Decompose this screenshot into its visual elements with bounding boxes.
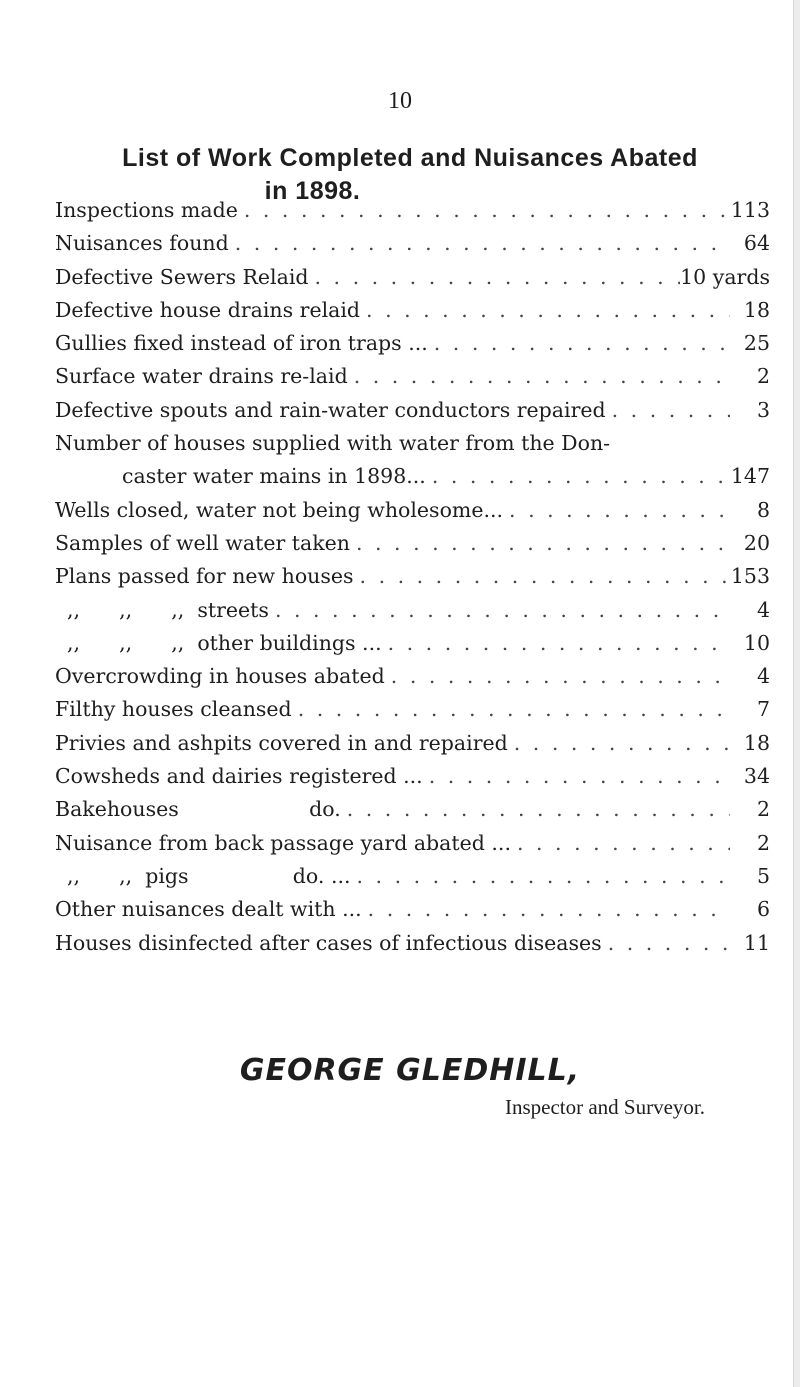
leader-dots <box>351 864 731 888</box>
item-label: Cowsheds and dairies registered ... <box>55 764 423 789</box>
leader-dots <box>269 598 730 622</box>
heading-line-2: in 1898. <box>264 177 361 205</box>
ditto-marks: ,, ,, ,, <box>67 597 185 622</box>
page-edge <box>793 0 800 1387</box>
leader-dots <box>341 797 730 821</box>
leader-dots <box>360 298 730 322</box>
item-label <box>55 598 269 622</box>
item-label: Other nuisances dealt with ... <box>55 897 362 922</box>
ditto-marks: ,, ,, <box>67 863 133 888</box>
leader-dots <box>362 897 730 921</box>
item-label: Overcrowding in houses abated <box>55 664 385 689</box>
item-label: Privies and ashpits covered in and repaired <box>55 730 508 755</box>
item-value: 18 <box>743 297 770 322</box>
item-label: Inspections made <box>55 198 238 222</box>
list-item <box>55 564 770 597</box>
leader-dots <box>229 231 730 255</box>
item-value: 8 <box>756 497 770 522</box>
list-item <box>55 431 770 464</box>
item-value: 11 <box>743 930 770 955</box>
signature-name: GEORGE GLEDHILL, <box>239 1053 581 1088</box>
leader-dots <box>511 831 730 855</box>
item-value: 20 <box>743 530 770 555</box>
list-item <box>55 598 770 631</box>
list-item <box>55 231 770 264</box>
item-value: 5 <box>756 863 770 888</box>
leader-dots <box>508 731 730 755</box>
leader-dots <box>606 398 730 422</box>
leader-dots <box>428 331 730 355</box>
list-item <box>55 897 770 930</box>
item-label: Samples of well water taken <box>55 530 350 555</box>
item-value: 3 <box>756 397 770 422</box>
item-value: 64 <box>743 231 770 256</box>
item-label: Number of houses supplied with water from the Don- <box>55 431 611 456</box>
ditto-marks: ,, ,, ,, <box>67 630 185 655</box>
work-list <box>55 198 770 964</box>
item-label: Nuisance from back passage yard abated ... <box>55 830 511 855</box>
list-item <box>55 664 770 697</box>
item-label: Defective Sewers Relaid <box>55 264 309 289</box>
signature-title: Inspector and Surveyor. <box>504 1095 705 1119</box>
item-label <box>55 864 351 888</box>
item-value: 25 <box>743 331 770 356</box>
item-value: 113 <box>730 198 770 222</box>
list-item <box>55 731 770 764</box>
list-item <box>55 864 770 897</box>
item-label: Plans passed for new houses <box>55 564 354 589</box>
leader-dots <box>423 764 730 788</box>
list-item <box>55 764 770 797</box>
heading-line-1: List of Work Completed and Nuisances Abated <box>122 144 698 172</box>
page-number: 10 <box>388 88 412 114</box>
list-item <box>55 298 770 331</box>
list-item <box>55 631 770 664</box>
list-item <box>55 364 770 397</box>
list-item <box>55 198 770 231</box>
item-value: 2 <box>756 364 770 389</box>
item-value: 147 <box>730 464 770 489</box>
leader-dots <box>503 498 730 522</box>
leader-dots <box>238 198 730 222</box>
item-value: 18 <box>743 730 770 755</box>
item-value: 6 <box>756 897 770 922</box>
list-item <box>55 797 770 830</box>
item-value: 4 <box>756 597 770 622</box>
item-label: Gullies fixed instead of iron traps ... <box>55 331 428 356</box>
item-label: caster water mains in 1898... <box>122 464 426 489</box>
leader-dots <box>348 364 730 388</box>
list-item <box>55 498 770 531</box>
item-label-text: other buildings ... <box>197 630 382 655</box>
leader-dots <box>382 631 730 655</box>
item-label: Defective spouts and rain-water conductors repaired <box>55 397 606 422</box>
item-label-text: streets <box>197 597 269 622</box>
leader-dots <box>602 931 730 955</box>
item-value: 10 <box>743 630 770 655</box>
item-label: Filthy houses cleansed <box>55 697 292 722</box>
item-label: Surface water drains re-laid <box>55 364 348 389</box>
item-value: 153 <box>730 564 770 589</box>
item-label: Bakehouses do. <box>55 797 341 822</box>
item-label: Defective house drains relaid <box>55 297 361 322</box>
list-item <box>55 331 770 364</box>
list-item <box>55 531 770 564</box>
leader-dots <box>309 265 681 289</box>
list-item <box>55 265 770 298</box>
item-value: 2 <box>756 797 770 822</box>
leader-dots <box>426 464 730 488</box>
leader-dots <box>350 531 730 555</box>
item-label: Nuisances found <box>55 231 229 256</box>
leader-dots <box>292 697 730 721</box>
list-item <box>55 697 770 730</box>
item-value: 10 yards <box>680 264 770 289</box>
item-value: 4 <box>756 664 770 689</box>
leader-dots <box>385 664 730 688</box>
item-label <box>55 631 382 655</box>
item-value: 2 <box>756 830 770 855</box>
item-label: Houses disinfected after cases of infectious diseases <box>55 930 602 955</box>
list-item <box>55 398 770 431</box>
item-label: Wells closed, water not being wholesome... <box>55 497 504 522</box>
item-value: 7 <box>756 697 770 722</box>
item-value: 34 <box>743 764 770 789</box>
list-item <box>55 831 770 864</box>
item-label-text: pigs do. ... <box>145 863 351 888</box>
list-item <box>55 464 770 497</box>
leader-dots <box>354 564 730 588</box>
list-item <box>55 931 770 964</box>
